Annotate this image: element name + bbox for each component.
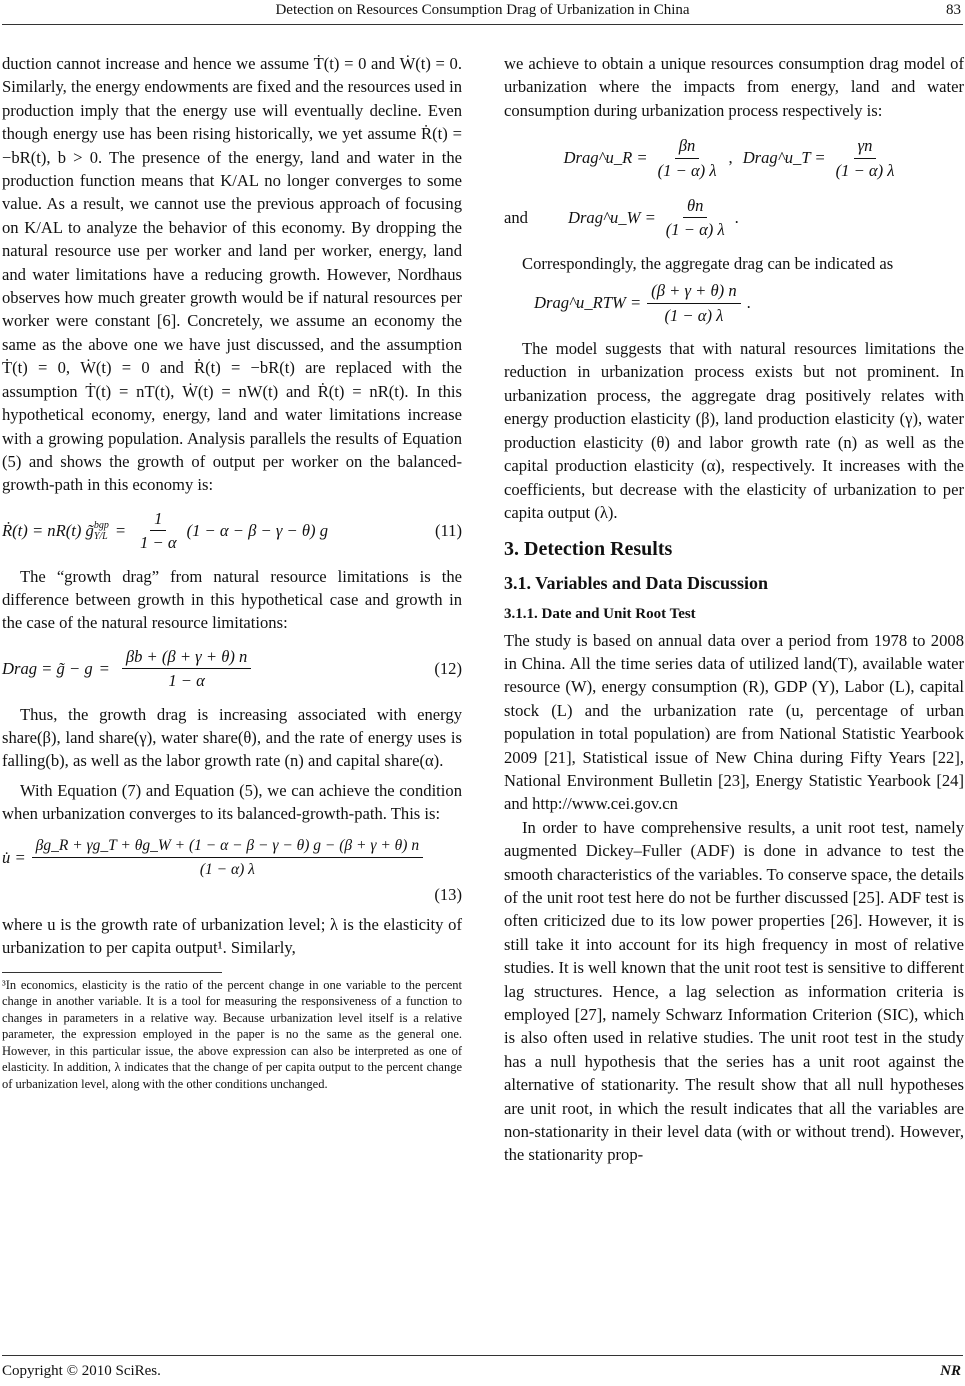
drag-equation-w [504,194,964,242]
eq11-left: Ṙ(t) = nR(t) g̃ [2,520,94,540]
dragR-label: Drag^u_R = [563,148,648,168]
dragR-fraction [654,134,721,182]
eq11-fraction [136,507,181,555]
running-header [0,2,965,24]
eq11-number: (11) [434,520,462,540]
journal-abbrev: NR [940,1363,961,1379]
drag-equation-rtw [534,279,964,327]
dragT-denominator: (1 − α) λ [835,160,895,180]
left-paragraph-3: Thus, the growth drag is increasing associated with energy share(β), land share(γ), water share(θ), and the rate of energy uses is falling(b), as well as the labor growth rate (n) and capital share(α). [2,704,462,771]
right-paragraph-5: In order to have comprehensive results, a unit root test, namely augmented Dickey–Fuller (ADF) is done in advance to test the smooth characteristics of the variables. To conserve space, the details of the unit root test here do not be further discussed [25]. ADF test is often criticized due to its low power properties [26]. However, it is still take it into account for its high frequency in most of relative studies. It is well known that the unit root test is sensitive to different lag structures. Hence, a lag selection as information criteria is employed [27], namely Schwarz Information Criterion (SIC), which is also often used in relative studies. The unit root test in the study has a null hypothesis that the series has a unit root against the alternative of stationarity. The result show that all null hypotheses are unit root, in which the result indicates that all the variables are non-stationarity in their level data (with or without trend). However, the stationarity prop- [504,817,964,1165]
and-label: and [504,208,528,228]
eq12-left: Drag = g̃ − g [2,658,93,678]
subsection-heading: 3.1. Variables and Data Discussion [504,572,769,593]
running-title: Detection on Resources Consumption Drag of Urbanization in China [275,2,690,18]
left-column [2,52,462,1092]
dragT-fraction [832,134,899,182]
dragRTW-label: Drag^u_RTW = [534,293,642,313]
equation-11 [2,507,462,555]
section-heading: 3. Detection Results [504,538,673,561]
dragW-label: Drag^u_W = [567,208,656,228]
right-paragraph-2: Correspondingly, the aggregate drag can be indicated as [522,253,894,273]
left-paragraph-1: duction cannot increase and hence we assume Ṫ(t) = 0 and Ẇ(t) = 0. Similarly, the energy endowments are fixed and the resources used in production imply that the energy use will eventually decline. Even though energy use has been rising historically, we yet assume Ṙ(t) = −bR(t), b > 0. The presence of the energy, land and water in the production function means that K/AL no longer converges to some value. As a result, we cannot use the previous approach of focusing on K/AL to analyze the behavior of this economy. By dropping the natural resource use per worker and land per worker, energy, land and water limitations have a reducing growth. However, Nordhaus observes how much greater growth would be if natural resources per worker were constant [6]. Concretely, we assume an economy the same as the above one we have just discussed, and the assumption Ṫ(t) = 0, Ẇ(t) = 0 and Ṙ(t) = −bR(t) are replaced with the assumption Ṫ(t) = nT(t), Ẇ(t) = nW(t) and Ṙ(t) = nR(t). In this hypothetical economy, energy, land and water limitations increase with a growing population. Analysis parallels the results of Equation (5) and shows the growth of output per worker on the balanced-growth-path in this economy is: [2,54,462,495]
eq13-number-row [2,883,462,906]
dragW-numerator: θn [683,194,707,218]
eq12-numerator: βb + (β + γ + θ) n [122,645,252,669]
eq12-equals: = [98,658,110,678]
left-paragraph-2: The “growth drag” from natural resource limitations is the difference between growth in this hypothetical case and growth in the case of the natural resource limitations: [2,566,462,633]
right-paragraph-1: we achieve to obtain a unique resources consumption drag model of urbanization where the impacts from energy, land and water consumption during urbanization process respectively is: [504,54,964,120]
eq12-fraction [122,645,252,693]
period-2: . [746,293,751,313]
dragW-fraction [662,194,729,242]
dragT-label: Drag^u_T = [742,148,826,168]
dragW-denominator: (1 − α) λ [665,220,725,240]
equation-13 [2,834,462,882]
eq11-sup: bgp [93,519,109,531]
left-paragraph-4: With Equation (7) and Equation (5), we can achieve the condition when urbanization converges to its balanced-growth-path. This is: [2,780,462,824]
period: . [734,208,739,228]
page-footer [2,1363,963,1380]
eq13-number: (13) [434,885,462,905]
footnote-rule [2,972,222,973]
eq11-denominator: 1 − α [140,533,177,553]
eq11-scripts [94,520,109,542]
dragRTW-denominator: (1 − α) λ [664,305,724,325]
eq13-numerator: βg_R + γg_T + θg_W + (1 − α − β − γ − θ) g − (β + γ + θ) n [32,834,423,858]
subsubsection-heading: 3.1.1. Date and Unit Root Test [504,606,696,623]
eq11-right: (1 − α − β − γ − θ) g [186,520,328,540]
equation-12 [2,645,462,693]
dragR-numerator: βn [675,134,700,158]
eq12-denominator: 1 − α [168,671,205,691]
left-paragraph-5: where u is the growth rate of urbanization level; λ is the elasticity of urbanization to per capita output¹. Similarly, [2,914,462,958]
comma: , [728,148,733,168]
eq11-sub: Y/L [93,530,108,542]
page-number: 83 [946,2,961,18]
dragRTW-fraction [647,279,740,327]
eq11-equals: = [114,520,127,540]
right-paragraph-3: The model suggests that with natural resources limitations the reduction in urbanization process exists but not prominent. In urbanization process, the aggregate drag positively relates with energy production elasticity (β), land production elasticity (γ), water production elasticity (θ) and labor growth rate (n) as well as the capital production elasticity (α), respectively. It increases with the coefficients, but decrease with the elasticity of urbanization to per capita output (λ). [504,339,964,522]
dragRTW-numerator: (β + γ + θ) n [647,279,740,303]
footnote: ³In economics, elasticity is the ratio of the percent change in one variable to the percent change in another variable. It is a tool for measuring the responsiveness of a function to changes in parameters in a relative way. Because urbanization level itself is a relative parameter, the expression employed in the paper is no the same as the general one. However, in this particular issue, the above expression can also be interpreted as one of elasticity. In addition, λ indicates that the change of per capita output to the percent change of urbanization level, along with the other conditions unchanged. [2,977,462,1091]
eq12-number: (12) [434,658,462,678]
eq13-denominator: (1 − α) λ [199,861,255,878]
eq13-fraction [32,834,423,882]
dragR-denominator: (1 − α) λ [657,160,717,180]
eq11-numerator: 1 [150,507,166,531]
right-column [504,52,964,1167]
right-paragraph-4: The study is based on annual data over a period from 1978 to 2008 in China. All the time series data of utilized land(T), available water resource (W), energy consumption (R), GDP (Y), Labor (L), capital stock (L) and the urbanization rate (u, percentage of urban population in total population) are from National Statistic Yearbook 2009 [21], Statistical issue of New China during Fifty Years [22], National Environment Bulletin [23], Energy Statistic Yearbook [24] and http://www.cei.gov.cn [504,630,964,814]
footer-rule [2,1355,963,1356]
header-rule [2,24,963,25]
dragT-numerator: γn [854,134,877,158]
eq13-left: u̇ = [2,847,26,867]
drag-equations-rt [504,134,964,182]
copyright: Copyright © 2010 SciRes. [2,1363,161,1379]
